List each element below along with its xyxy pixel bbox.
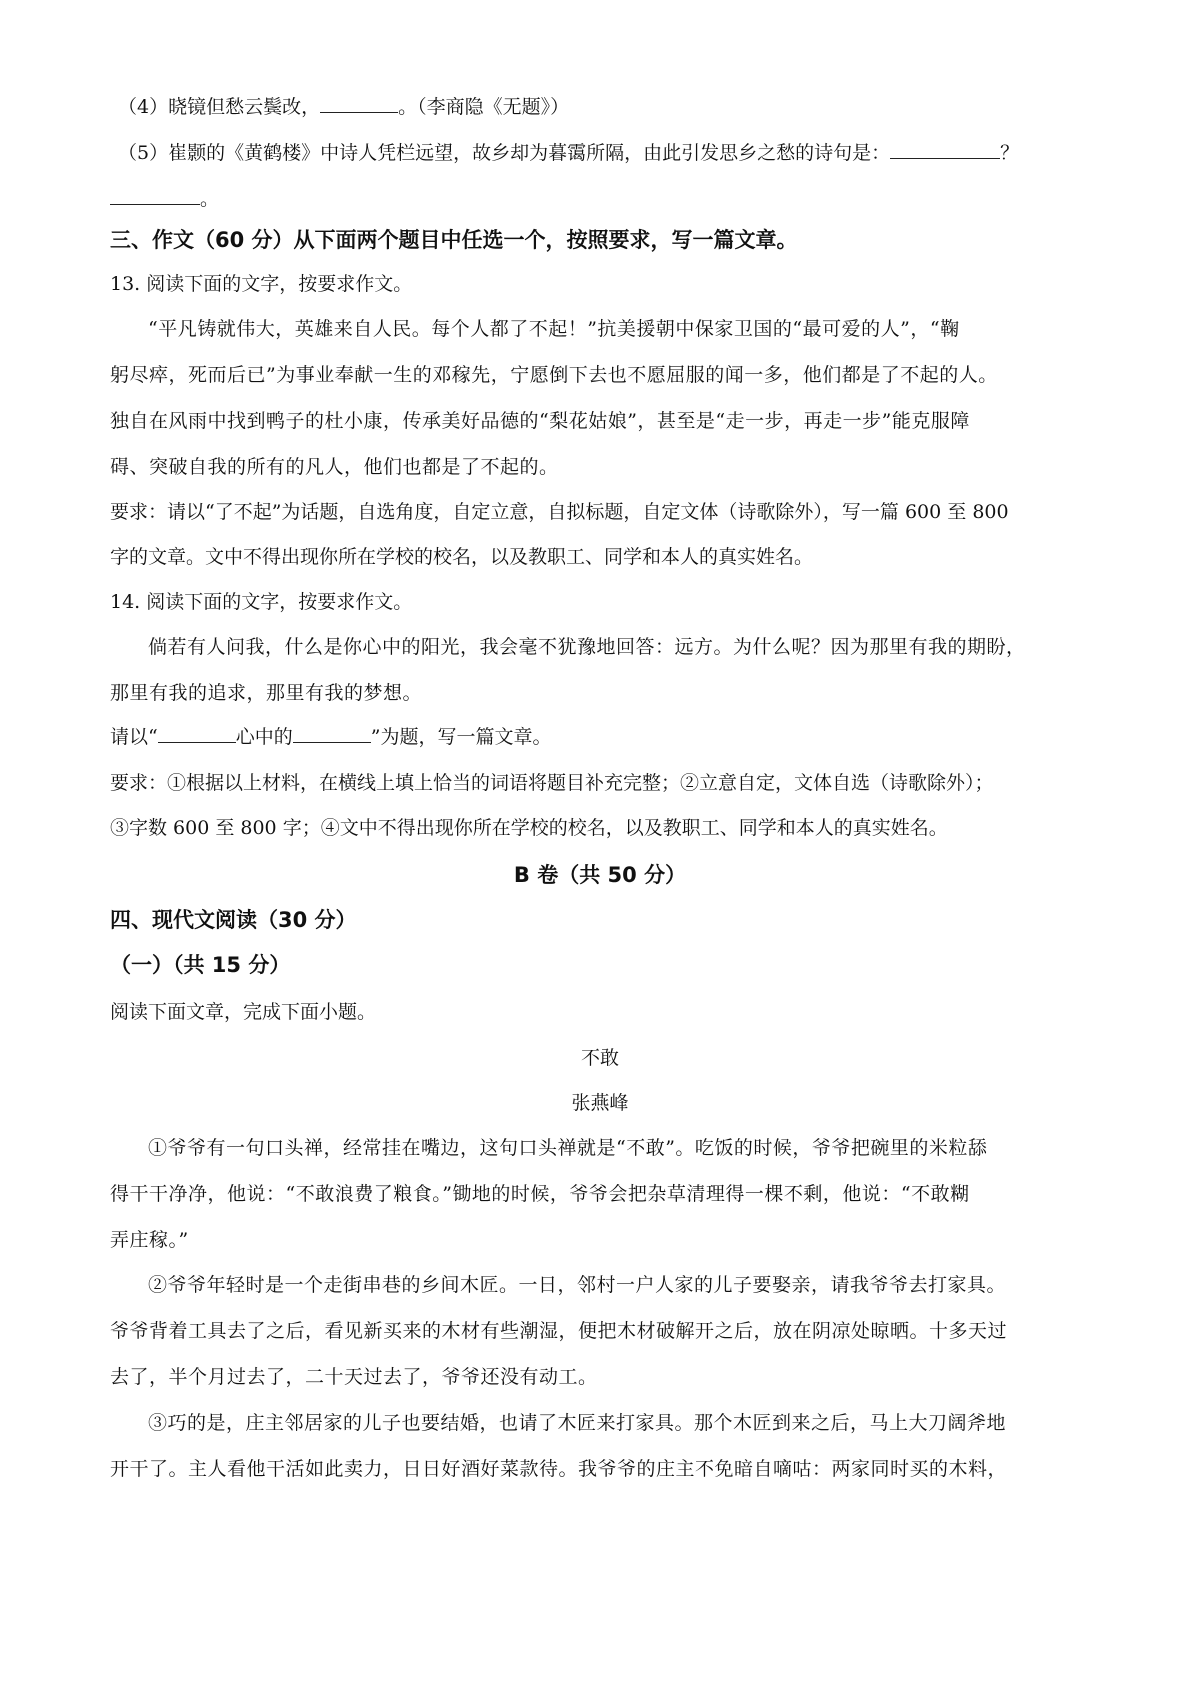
question-13-requirement-line: 要求：请以“了不起”为话题，自选角度，自定立意，自拟标题，自定文体（诗歌除外），写一篇 600 至 800 [110, 501, 1009, 523]
question-14-requirement-line: 要求：①根据以上材料，在横线上填上恰当的词语将题目补充完整；②立意自定，文体自选（诗歌除外）； [110, 772, 994, 794]
question-5-qmark: ？ [1000, 142, 1020, 164]
question-13-passage-line: 独自在风雨中找到鸭子的杜小康，传承美好品德的“梨花姑娘”，甚至是“走一步，再走一步”能克服障 [110, 410, 970, 432]
article-paragraph-line: ③巧的是，庄主邻居家的儿子也要结婚，也请了木匠来打家具。那个木匠到来之后，马上大刀阔斧地 [148, 1412, 1007, 1434]
question-13-passage-line: “平凡铸就伟大，英雄来自人民。每个人都了不起！”抗美援朝中保家卫国的“最可爱的人”，“鞠 [148, 318, 960, 340]
question-5-end: 。 [200, 188, 220, 210]
article-paragraph-line: 去了，半个月过去了，二十天过去了，爷爷还没有动工。 [110, 1366, 598, 1388]
question-5-text: （5）崔颢的《黄鹤楼》中诗人凭栏远望，故乡却为暮霭所隔，由此引发思乡之愁的诗句是： [118, 142, 891, 164]
answer-blank[interactable] [320, 92, 398, 113]
article-paragraph-line: ①爷爷有一句口头禅，经常挂在嘴边，这句口头禅就是“不敢”。吃饭的时候，爷爷把碗里的米粒舔 [148, 1137, 988, 1159]
question-4-prefix: （4）晓镜但愁云鬓改， [118, 96, 321, 118]
title-blank[interactable] [293, 722, 371, 743]
question-13-passage-line: 碍、突破自我的所有的凡人，他们也都是了不起的。 [110, 456, 559, 478]
question-4-suffix: 。（李商隐《无题》） [398, 96, 570, 118]
article-paragraph-line: ②爷爷年轻时是一个走街串巷的乡间木匠。一日，邻村一户人家的儿子要娶亲，请我爷爷去打家具。 [148, 1274, 1007, 1296]
answer-blank[interactable] [890, 138, 1000, 159]
question-5-continued [110, 184, 219, 214]
article-paragraph-line: 爷爷背着工具去了之后，看见新买来的木材有些潮湿，便把木材破解开之后，放在阴凉处晾晒。十多天过 [110, 1320, 1008, 1342]
article-title: 不敢 [580, 1047, 619, 1069]
question-13-passage-line: 躬尽瘁，死而后已”为事业奉献一生的邓稼先，宁愿倒下去也不愿屈服的闻一多，他们都是了不起的人。 [110, 364, 998, 386]
title-prompt-middle: 心中的 [235, 726, 293, 748]
question-14-intro: 14. 阅读下面的文字，按要求作文。 [110, 591, 413, 613]
title-prompt-end: ”为题，写一篇文章。 [370, 726, 552, 748]
answer-blank[interactable] [110, 184, 200, 205]
title-blank[interactable] [158, 722, 236, 743]
question-5 [118, 138, 1019, 168]
title-prompt-start: 请以“ [110, 726, 158, 748]
article-paragraph-line: 弄庄稼。” [110, 1229, 189, 1251]
section-4-heading: 四、现代文阅读（30 分） [110, 908, 357, 932]
question-13-intro: 13. 阅读下面的文字，按要求作文。 [110, 273, 413, 295]
article-paragraph-line: 开干了。主人看他干活如此卖力，日日好酒好菜款待。我爷爷的庄主不免暗自嘀咕：两家同时买的木料， [110, 1458, 1008, 1480]
article-paragraph-line: 得干干净净，他说：“不敢浪费了粮食。”锄地的时候，爷爷会把杂草清理得一棵不剩，他说：“不敢糊 [110, 1183, 970, 1205]
subsection-heading: （一）（共 15 分） [110, 953, 291, 977]
question-4 [118, 92, 569, 122]
question-14-requirement-line: ③字数 600 至 800 字；④文中不得出现你所在学校的校名，以及教职工、同学和本人的真实姓名。 [110, 817, 948, 839]
question-13-requirement-line: 字的文章。文中不得出现你所在学校的校名，以及教职工、同学和本人的真实姓名。 [110, 546, 814, 568]
question-14-passage-line: 那里有我的追求，那里有我的梦想。 [110, 682, 423, 704]
reading-instruction: 阅读下面文章，完成下面小题。 [110, 1001, 377, 1023]
part-b-title: B 卷（共 50 分） [513, 863, 687, 887]
section-3-heading: 三、作文（60 分）从下面两个题目中任选一个，按照要求，写一篇文章。 [110, 228, 798, 252]
question-14-passage-line: 倘若有人问我，什么是你心中的阳光，我会毫不犹豫地回答：远方。为什么呢？因为那里有我的期盼， [148, 636, 1026, 658]
article-author: 张燕峰 [571, 1092, 629, 1114]
question-14-title-prompt [110, 722, 551, 752]
